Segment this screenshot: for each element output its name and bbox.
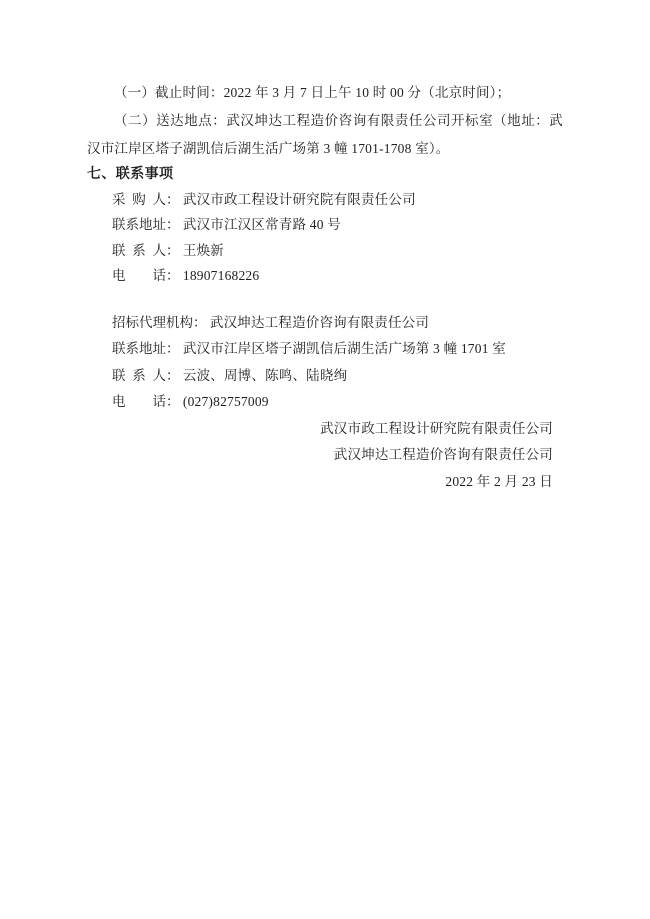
purchaser-name: 武汉市政工程设计研究院有限责任公司 [182,192,416,207]
agency-contact-block [87,310,563,416]
purchaser-phone: 18907168226 [182,268,260,284]
address-label: 联系地址 [112,341,166,357]
purchaser-phone-row [87,263,563,288]
colon: ： [166,192,180,207]
colon: ： [166,341,180,357]
purchaser-row [87,187,563,212]
agency-phone-row [87,389,563,416]
colon: ： [166,394,180,410]
purchaser-contact-person-row [87,238,563,263]
colon: ： [193,314,207,330]
colon: ： [166,242,180,258]
signature-agency-company: 武汉坤达工程造价咨询有限责任公司 [333,447,553,463]
agency-contact-persons: 云波、周博、陈鸣、陆晓绚 [182,367,348,383]
agency-name: 武汉坤达工程造价咨询有限责任公司 [209,314,430,330]
purchaser-label: 采购人 [112,192,166,207]
agency-phone: (027)82757009 [182,394,269,410]
purchaser-contact-person: 王焕新 [182,242,224,258]
signature-purchaser-company: 武汉市政工程设计研究院有限责任公司 [320,421,553,436]
signature-block [87,416,563,495]
agency-contact-person-row [87,363,563,390]
colon: ： [166,268,180,284]
contact-person-label: 联系人 [112,242,166,258]
agency-label: 招标代理机构 [112,314,193,330]
paragraph-deadline: （一）截止时间：2022 年 3 月 7 日上午 10 时 00 分（北京时间）； [114,85,511,100]
section-heading-contact-matters: 七、联系事项 [87,167,174,182]
purchaser-contact-block [87,187,563,289]
block-spacer [87,289,563,310]
phone-label: 电话 [112,268,166,284]
colon: ： [166,367,180,383]
signature-date: 2022 年 2 月 23 日 [445,473,553,489]
phone-label: 电话 [112,394,166,410]
purchaser-address: 武汉市江汉区常青路 40 号 [182,217,341,233]
agency-row [87,310,563,337]
colon: ： [166,217,180,233]
paragraph-delivery-location: （二）送达地点：武汉坤达工程造价咨询有限责任公司开标室（地址：武汉市江岸区塔子湖凯信后湖生活广场第 3 幢 1701-1708 室）。 [87,113,563,156]
agency-address: 武汉市江岸区塔子湖凯信后湖生活广场第 3 幢 1701 室 [182,341,506,357]
agency-address-row [87,336,563,363]
contact-person-label: 联系人 [112,367,166,383]
purchaser-address-row [87,212,563,237]
address-label: 联系地址 [112,217,166,233]
